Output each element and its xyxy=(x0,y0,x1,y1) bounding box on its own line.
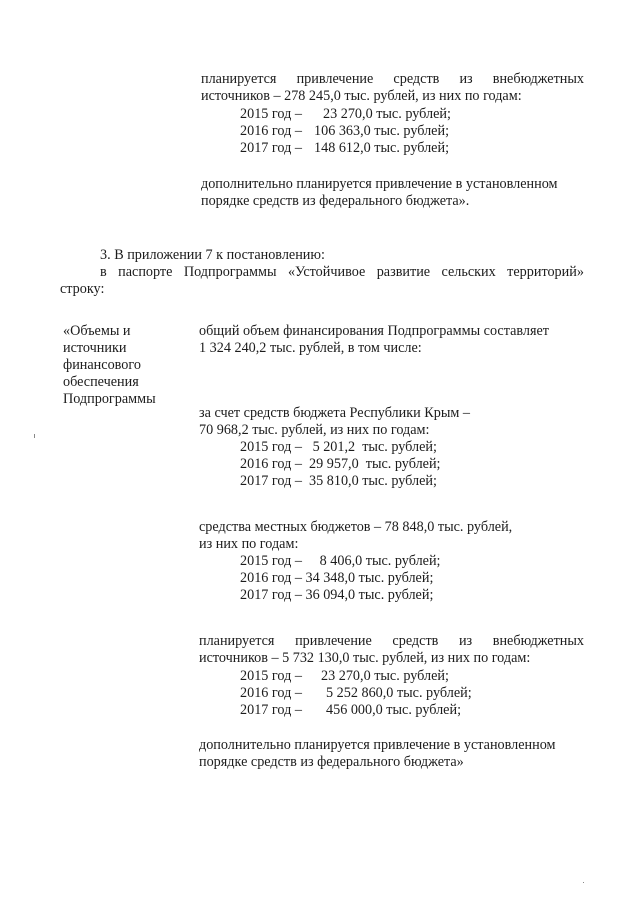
block1-year-2015: 2015 год – xyxy=(240,106,302,122)
table-label-line: «Объемы и xyxy=(63,323,131,339)
word: привлечение xyxy=(296,71,374,87)
scan-speck xyxy=(34,434,35,438)
word: средств xyxy=(393,71,440,87)
word: средств xyxy=(392,633,439,649)
table-total-line1: общий объем финансирования Подпрограммы составляет xyxy=(199,323,549,339)
extra-line2: источников – 5 732 130,0 тыс. рублей, из них по годам: xyxy=(199,650,531,666)
word: территорий» xyxy=(507,264,584,280)
word: внебюджетных xyxy=(492,71,584,87)
block1-year-2016: 2016 год – xyxy=(240,123,302,139)
word: в xyxy=(100,264,107,280)
extra-amount-2016: 5 252 860,0 тыс. рублей; xyxy=(326,685,472,701)
scan-speck xyxy=(583,882,584,883)
extra-year-2016: 2016 год – xyxy=(240,685,302,701)
word: «Устойчивое xyxy=(287,264,366,280)
section3-passport-line2: строку: xyxy=(60,281,105,297)
extra-intro-line1 xyxy=(199,633,584,650)
extra-year-2015: 2015 год – xyxy=(240,668,302,684)
extra-year-2017: 2017 год – xyxy=(240,702,302,718)
word: Подпрограммы xyxy=(183,264,277,280)
word: планируется xyxy=(201,71,277,87)
section3-passport-line1 xyxy=(100,264,584,281)
table-label-line: Подпрограммы xyxy=(63,391,156,407)
crimea-line1: за счет средств бюджета Республики Крым – xyxy=(199,405,470,421)
table-label-line: обеспечения xyxy=(63,374,139,390)
extra-amount-2015: 23 270,0 тыс. рублей; xyxy=(321,668,449,684)
crimea-year-line: 2016 год – 29 957,0 тыс. рублей; xyxy=(240,456,441,472)
word: внебюджетных xyxy=(492,633,584,649)
local-year-line: 2015 год – 8 406,0 тыс. рублей; xyxy=(240,553,441,569)
word: развитие xyxy=(376,264,431,280)
block1-federal-line2: порядке средств из федерального бюджета». xyxy=(201,193,470,209)
word: из xyxy=(459,71,473,87)
local-line1: средства местных бюджетов – 78 848,0 тыс. рублей, xyxy=(199,519,513,535)
section3-heading: 3. В приложении 7 к постановлению: xyxy=(100,247,325,263)
table-total-line2: 1 324 240,2 тыс. рублей, в том числе: xyxy=(199,340,422,356)
block1-year-2017: 2017 год – xyxy=(240,140,302,156)
local-year-line: 2016 год – 34 348,0 тыс. рублей; xyxy=(240,570,434,586)
word: паспорте xyxy=(118,264,173,280)
local-year-line: 2017 год – 36 094,0 тыс. рублей; xyxy=(240,587,434,603)
table-label-line: источники xyxy=(63,340,127,356)
block1-amount-2016: 106 363,0 тыс. рублей; xyxy=(314,123,450,139)
word: планируется xyxy=(199,633,275,649)
local-line2: из них по годам: xyxy=(199,536,299,552)
extra-amount-2017: 456 000,0 тыс. рублей; xyxy=(326,702,462,718)
block1-amount-2015: 23 270,0 тыс. рублей; xyxy=(323,106,451,122)
block1-amount-2017: 148 612,0 тыс. рублей; xyxy=(314,140,450,156)
crimea-year-line: 2017 год – 35 810,0 тыс. рублей; xyxy=(240,473,437,489)
crimea-year-line: 2015 год – 5 201,2 тыс. рублей; xyxy=(240,439,437,455)
word: из xyxy=(458,633,473,649)
table-label-line: финансового xyxy=(63,357,141,373)
block1-intro-line1 xyxy=(201,71,584,88)
word: привлечение xyxy=(295,633,372,649)
word: сельских xyxy=(441,264,496,280)
table-federal-line1: дополнительно планируется привлечение в установленном xyxy=(199,737,556,753)
crimea-line2: 70 968,2 тыс. рублей, из них по годам: xyxy=(199,422,430,438)
table-federal-line2: порядке средств из федерального бюджета» xyxy=(199,754,464,770)
block1-federal-line1: дополнительно планируется привлечение в установленном xyxy=(201,176,558,192)
block1-intro-line2: источников – 278 245,0 тыс. рублей, из них по годам: xyxy=(201,88,522,104)
